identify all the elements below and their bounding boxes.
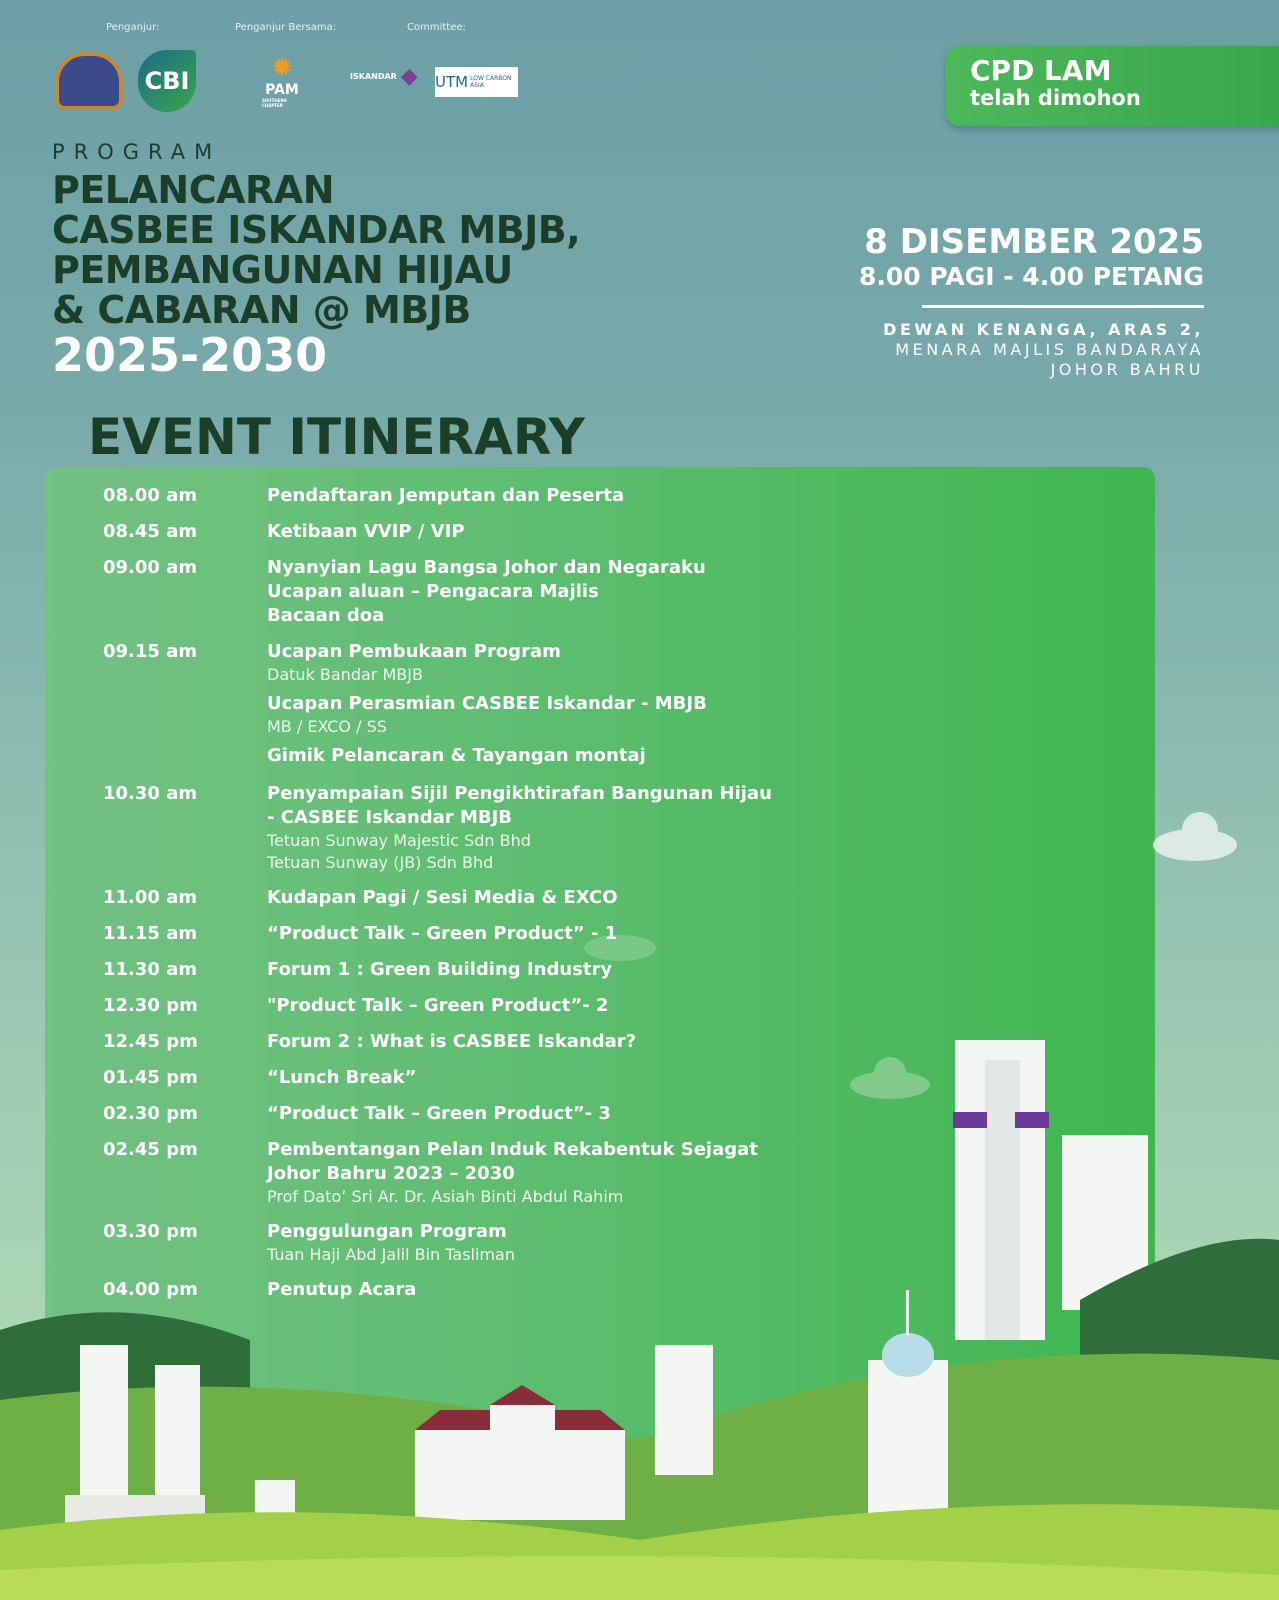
itinerary-activity: Johor Bahru 2023 – 2030 [267,1163,515,1184]
itinerary-time: 04.00 pm [103,1279,198,1300]
itinerary-activity: Ucapan aluan – Pengacara Majlis [267,581,599,602]
itinerary-row [103,994,803,1018]
cloud-icon [1153,812,1237,861]
itinerary-details [267,994,608,1018]
itinerary-row [103,1066,803,1090]
itinerary-time: 08.45 am [103,521,198,542]
iskandar-logo: ISKANDAR ◆ [350,63,418,89]
itinerary-activity: Penyampaian Sijil Pengikhtirafan Bangunan Hijau [267,783,772,804]
title-line-3: PEMBANGUNAN HIJAU [52,248,513,292]
itinerary-speaker: MB / EXCO / SS [267,717,387,736]
itinerary-details [267,640,707,768]
itinerary-activity: Ketibaan VVIP / VIP [267,521,465,542]
itinerary-time: 02.30 pm [103,1103,198,1124]
itinerary-details [267,484,624,508]
itinerary-row [103,782,803,874]
itinerary-time: 12.45 pm [103,1031,198,1052]
title-line-1: PELANCARAN [52,168,335,212]
itinerary-details [267,1220,515,1266]
itinerary-details [267,1102,611,1126]
co-organizer-label: Penganjur Bersama: [235,22,337,33]
itinerary-activity: Ucapan Pembukaan Program [267,641,561,662]
itinerary-row [103,556,803,628]
itinerary-row [103,640,803,768]
itinerary-speaker: Tuan Haji Abd Jalil Bin Tasliman [267,1245,515,1264]
itinerary-row [103,1278,803,1302]
venue-line-1: DEWAN KENANGA, ARAS 2, [883,320,1204,339]
pam-logo: ✹ PAM SOUTHERN CHAPTER [262,53,299,108]
committee-label: Committee: [407,22,466,33]
itinerary-row [103,484,803,508]
itinerary-row [103,886,803,910]
itinerary-speaker: Prof Dato’ Sri Ar. Dr. Asiah Binti Abdul Rahim [267,1187,624,1206]
itinerary-details [267,782,772,874]
title-line-4: & CABARAN @ MBJB [52,288,471,332]
event-date: 8 DISEMBER 2025 [864,222,1204,262]
itinerary-details [267,556,706,628]
itinerary-title: EVENT ITINERARY [88,408,585,466]
itinerary-activity: Bacaan doa [267,605,385,626]
itinerary-details [267,958,612,982]
itinerary-activity: Pendaftaran Jemputan dan Peserta [267,485,625,506]
itinerary-activity: “Product Talk – Green Product”- 3 [267,1103,611,1124]
itinerary-row [103,1138,803,1208]
itinerary-activity: Gimik Pelancaran & Tayangan montaj [267,745,646,766]
itinerary-activity: Nyanyian Lagu Bangsa Johor dan Negaraku [267,557,706,578]
itinerary-time: 12.30 pm [103,995,198,1016]
cloud-icon [850,1057,930,1099]
itinerary-row [103,1102,803,1126]
tall-tower [953,1040,1049,1340]
itinerary-activity: Pembentangan Pelan Induk Rekabentuk Sejagat [267,1139,758,1160]
itinerary-details [267,1278,416,1302]
itinerary-time: 01.45 pm [103,1067,198,1088]
itinerary-activity: - CASBEE Iskandar MBJB [267,807,512,828]
itinerary-row [103,1220,803,1266]
itinerary-speaker: Tetuan Sunway (JB) Sdn Bhd [267,853,494,872]
itinerary-activity: Penutup Acara [267,1279,417,1300]
itinerary-activity: Forum 2 : What is CASBEE Iskandar? [267,1031,637,1052]
title-line-2: CASBEE ISKANDAR MBJB, [52,208,581,252]
cpd-title: CPD LAM [970,54,1112,87]
itinerary-details [267,922,617,946]
itinerary-time: 09.00 am [103,557,198,578]
itinerary-details [267,1030,636,1054]
program-label: PROGRAM [52,140,222,164]
itinerary-list [103,484,803,1314]
itinerary-speaker: Datuk Bandar MBJB [267,665,423,684]
itinerary-activity: Ucapan Perasmian CASBEE Iskandar - MBJB [267,693,707,714]
itinerary-time: 11.00 am [103,887,198,908]
event-time: 8.00 PAGI - 4.00 PETANG [858,262,1204,291]
itinerary-details [267,520,465,544]
itinerary-speaker: Tetuan Sunway Majestic Sdn Bhd [267,831,531,850]
venue-line-3: JOHOR BAHRU [1050,360,1204,379]
itinerary-row [103,958,803,982]
title-years: 2025-2030 [52,328,328,382]
itinerary-details [267,1138,758,1208]
itinerary-activity: "Product Talk – Green Product”- 2 [267,995,609,1016]
itinerary-time: 02.45 pm [103,1139,198,1160]
sun-icon: ✹ [271,53,293,83]
itinerary-details [267,1066,416,1090]
itinerary-time: 10.30 am [103,783,198,804]
itinerary-activity: “Product Talk – Green Product” - 1 [267,923,618,944]
cpd-subtitle: telah dimohon [970,86,1141,110]
itinerary-time: 09.15 am [103,641,198,662]
utm-low-carbon-asia-logo: UTM LOW CARBON ASIA [435,67,518,97]
itinerary-activity: Kudapan Pagi / Sesi Media & EXCO [267,887,618,908]
itinerary-time: 03.30 pm [103,1221,198,1242]
itinerary-row [103,520,803,544]
office-building [655,1345,713,1475]
itinerary-activity: Penggulungan Program [267,1221,507,1242]
itinerary-time: 11.30 am [103,959,198,980]
venue-line-2: MENARA MAJLIS BANDARAYA [895,340,1204,359]
itinerary-time: 11.15 am [103,923,198,944]
itinerary-time: 08.00 am [103,485,198,506]
cbi-logo: CBI [138,50,196,112]
itinerary-details [267,886,618,910]
organizer-label: Penganjur: [106,22,160,33]
itinerary-activity: Forum 1 : Green Building Industry [267,959,613,980]
itinerary-row [103,1030,803,1054]
itinerary-activity: “Lunch Break” [267,1067,417,1088]
itinerary-row [103,922,803,946]
